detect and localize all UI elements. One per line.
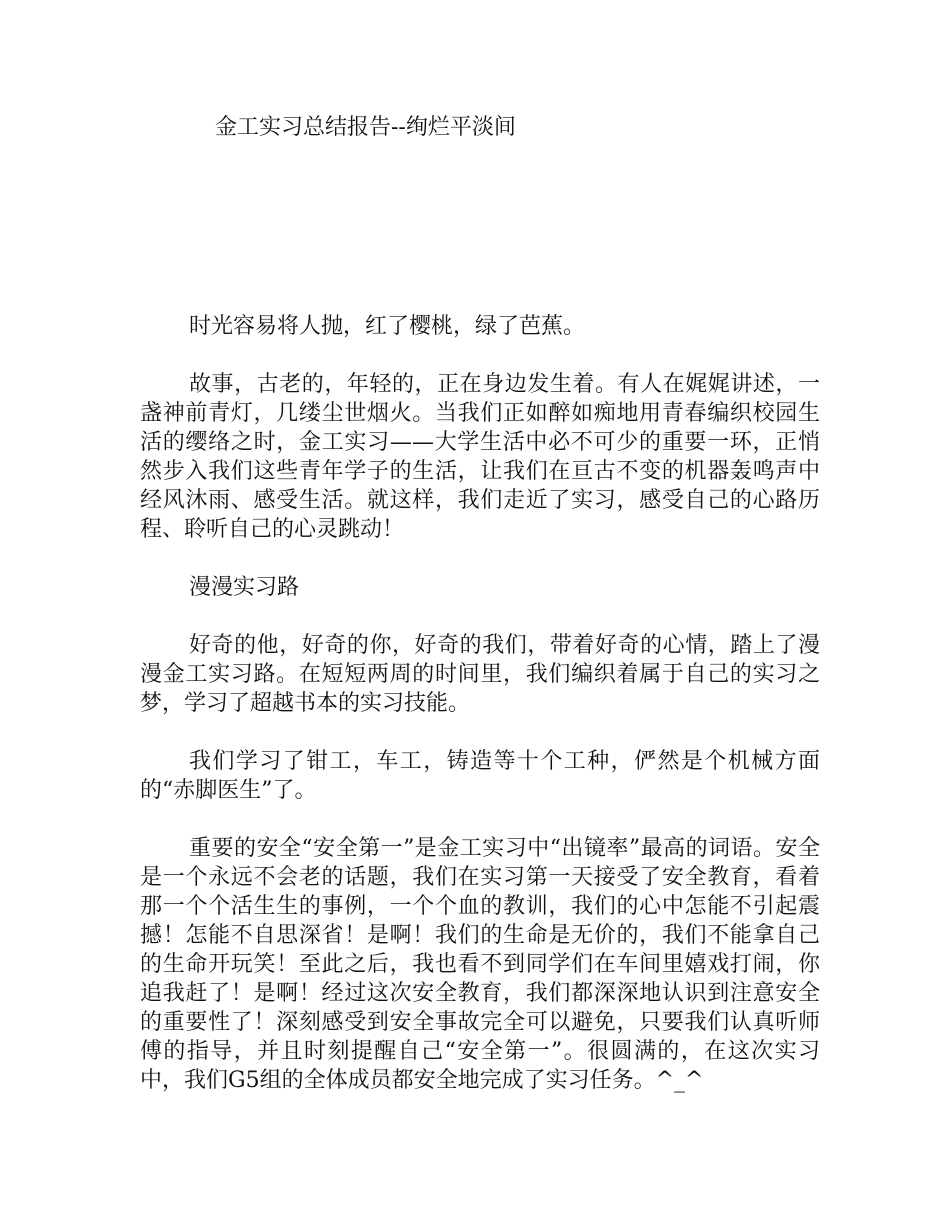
paragraph-trades: 我们学习了钳工，车工，铸造等十个工种，俨然是个机械方面的“赤脚医生”了。 [140,749,820,803]
document-title: 金工实习总结报告--绚烂平淡间 [215,115,516,140]
document-body [140,312,820,1124]
paragraph-story: 故事，古老的，年轻的，正在身边发生着。有人在娓娓讲述，一盏神前青灯，几缕尘世烟火。当我们正如醉如痴地用青春编织校园生活的缨络之时，金工实习——大学生活中必不可少的重要一环，正悄然步入我们这些青年学子的生活，让我们在亘古不变的机器轰鸣声中经风沐雨、感受生活。就这样，我们走近了实习，感受自己的心路历程、聆听自己的心灵跳动！ [140,372,820,542]
paragraph-safety: 重要的安全“安全第一”是金工实习中“出镜率”最高的词语。安全是一个永远不会老的话题，我们在实习第一天接受了安全教育，看着那一个个活生生的事例，一个个血的教训，我们的心中怎能不引起震撼！怎能不自思深省！是啊！我们的生命是无价的，我们不能拿自己的生命开玩笑！至此之后，我也看不到同学们在车间里嬉戏打闹，你追我赶了！是啊！经过这次安全教育，我们都深深地认识到注意安全的重要性了！深刻感受到安全事故完全可以避免，只要我们认真听师傅的指导，并且时刻提醒自己“安全第一”。很圆满的，在这次实习中，我们G5组的全体成员都安全地完成了实习任务。^_^ [140,836,820,1093]
paragraph-intro: 时光容易将人抛，红了樱桃，绿了芭蕉。 [189,314,586,339]
section-heading-practice-road: 漫漫实习路 [189,575,300,600]
paragraph-curiosity: 好奇的他，好奇的你，好奇的我们，带着好奇的心情，踏上了漫漫金工实习路。在短短两周的时间里，我们编织着属于自己的实习之梦，学习了超越书本的实习技能。 [140,633,820,716]
